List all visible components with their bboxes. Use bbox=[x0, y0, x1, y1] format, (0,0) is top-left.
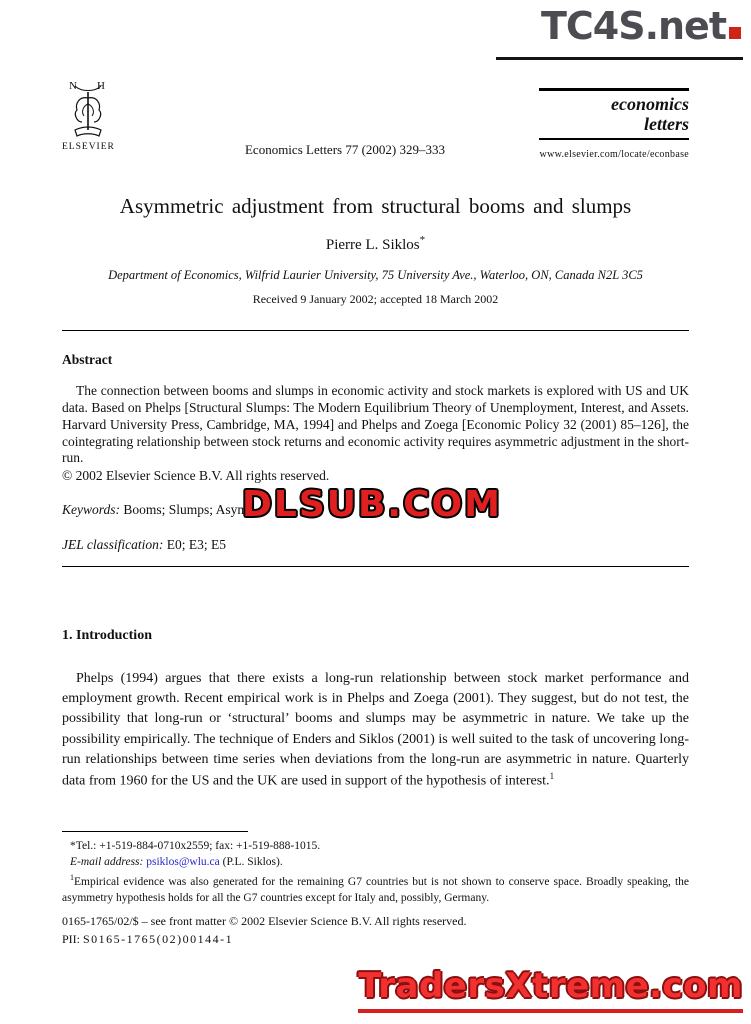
journal-name-line2: letters bbox=[644, 114, 689, 135]
svg-text:H: H bbox=[97, 80, 105, 92]
introduction-text bbox=[62, 669, 689, 792]
article-title: Asymmetric adjustment from structural booms and slumps bbox=[119, 194, 632, 218]
svg-text:N: N bbox=[69, 80, 77, 92]
keywords-text: Booms; Slumps; Asym bbox=[123, 502, 248, 518]
article-author bbox=[0, 234, 751, 254]
introduction-section bbox=[62, 626, 689, 792]
author-affiliation: Department of Economics, Wilfrid Laurier University, 75 University Ave., Waterloo, ON, Canada N2L 3C5 bbox=[108, 268, 643, 282]
footnote-tel: *Tel.: +1-519-884-0710x2559; fax: +1-519-888-1015. bbox=[70, 840, 321, 852]
introduction-heading: 1. Introduction bbox=[62, 628, 152, 643]
pii-line bbox=[62, 930, 689, 948]
keywords-label: Keywords: bbox=[62, 502, 120, 518]
pii-label: PII: bbox=[62, 932, 80, 946]
abstract-text: The connection between booms and slumps in economic activity and stock markets is explored with US and UK data. Based on Phelps [Structural Slumps: The Modern Equilibrium Theory of Unemployment, Interest, and Assets. Harvard University Press, Cambridge, MA, 1994] and Phelps and Zoega [Economic Policy 32 (2001) 85–126], the cointegrating relationship between stock returns and economic activity requires asymmetric adjustment in the short-run. bbox=[62, 382, 689, 466]
footnote-1 bbox=[62, 872, 689, 906]
journal-masthead bbox=[539, 88, 689, 160]
jel-label: JEL classification: bbox=[62, 537, 164, 552]
footer-block bbox=[62, 912, 689, 948]
footnote-email bbox=[62, 854, 689, 870]
journal-citation: Economics Letters 77 (2002) 329–333 bbox=[244, 142, 445, 157]
masthead-rule-top bbox=[539, 88, 689, 91]
issn-line: 0165-1765/02/$ – see front matter © 2002 Elsevier Science B.V. All rights reserved. bbox=[62, 914, 467, 928]
footnote-1-text: Empirical evidence was also generated for the remaining G7 countries but is not shown to conserve space. Broadly speaking, the asymmetry hypothesis holds for all the G7 countries except for Italy and, possibly, Germany. bbox=[62, 876, 689, 905]
footnote-separator-rule bbox=[62, 831, 248, 832]
author-corresponding-mark: * bbox=[419, 234, 426, 246]
rule-below-keywords bbox=[62, 566, 689, 567]
watermark-tc4s bbox=[541, 4, 741, 48]
footnote-1-reference: 1 bbox=[549, 770, 555, 781]
jel-line bbox=[62, 537, 689, 554]
footnote-1-mark: 1 bbox=[70, 873, 74, 883]
received-dates: Received 9 January 2002; accepted 18 March 2002 bbox=[252, 292, 499, 306]
jel-text: E0; E3; E5 bbox=[166, 537, 226, 552]
footnotes-block bbox=[62, 838, 689, 906]
watermark-tradersxtreme: TradersXtreme.com bbox=[358, 966, 743, 1013]
publisher-name: ELSEVIER bbox=[62, 142, 115, 152]
journal-url: www.elsevier.com/locate/econbase bbox=[539, 149, 689, 161]
author-name: Pierre L. Siklos bbox=[325, 237, 420, 253]
email-link[interactable]: psiklos@wlu.ca bbox=[146, 856, 220, 869]
journal-name-line1: economics bbox=[611, 94, 689, 114]
pii-value: S0165-1765(02)00144-1 bbox=[83, 932, 234, 946]
red-square-mark bbox=[729, 27, 741, 39]
watermark-dlsub: DLSUB.COM bbox=[242, 484, 502, 525]
email-label: E-mail address: bbox=[70, 856, 144, 869]
rule-above-abstract bbox=[62, 330, 689, 331]
publisher-logo-block bbox=[62, 78, 114, 152]
watermark-underline bbox=[496, 57, 743, 60]
masthead-rule-bottom bbox=[539, 138, 689, 140]
watermark-tc4s-text: TC4S.net bbox=[540, 4, 726, 48]
introduction-body: Phelps (1994) argues that there exists a long-run relationship between stock market performance and employment growth. Recent empirical work is in Phelps and Zoega (2001). They suggest, but do not test, the possibility that long-run or ‘structural’ booms and slumps may be asymmetric in nature. We take up the possibility empirically. The technique of Enders and Siklos (2001) is well suited to the task of uncovering long-run relationships between time series when deviations from the long-run are asymmetric in nature. Quarterly data from 1960 for the US and the UK are used in support of the hypothesis of interest. bbox=[62, 671, 689, 789]
abstract-heading: Abstract bbox=[62, 352, 113, 367]
abstract-copyright: © 2002 Elsevier Science B.V. All rights reserved. bbox=[62, 468, 330, 484]
email-suffix: (P.L. Siklos). bbox=[222, 856, 283, 869]
elsevier-tree-icon bbox=[65, 78, 111, 140]
